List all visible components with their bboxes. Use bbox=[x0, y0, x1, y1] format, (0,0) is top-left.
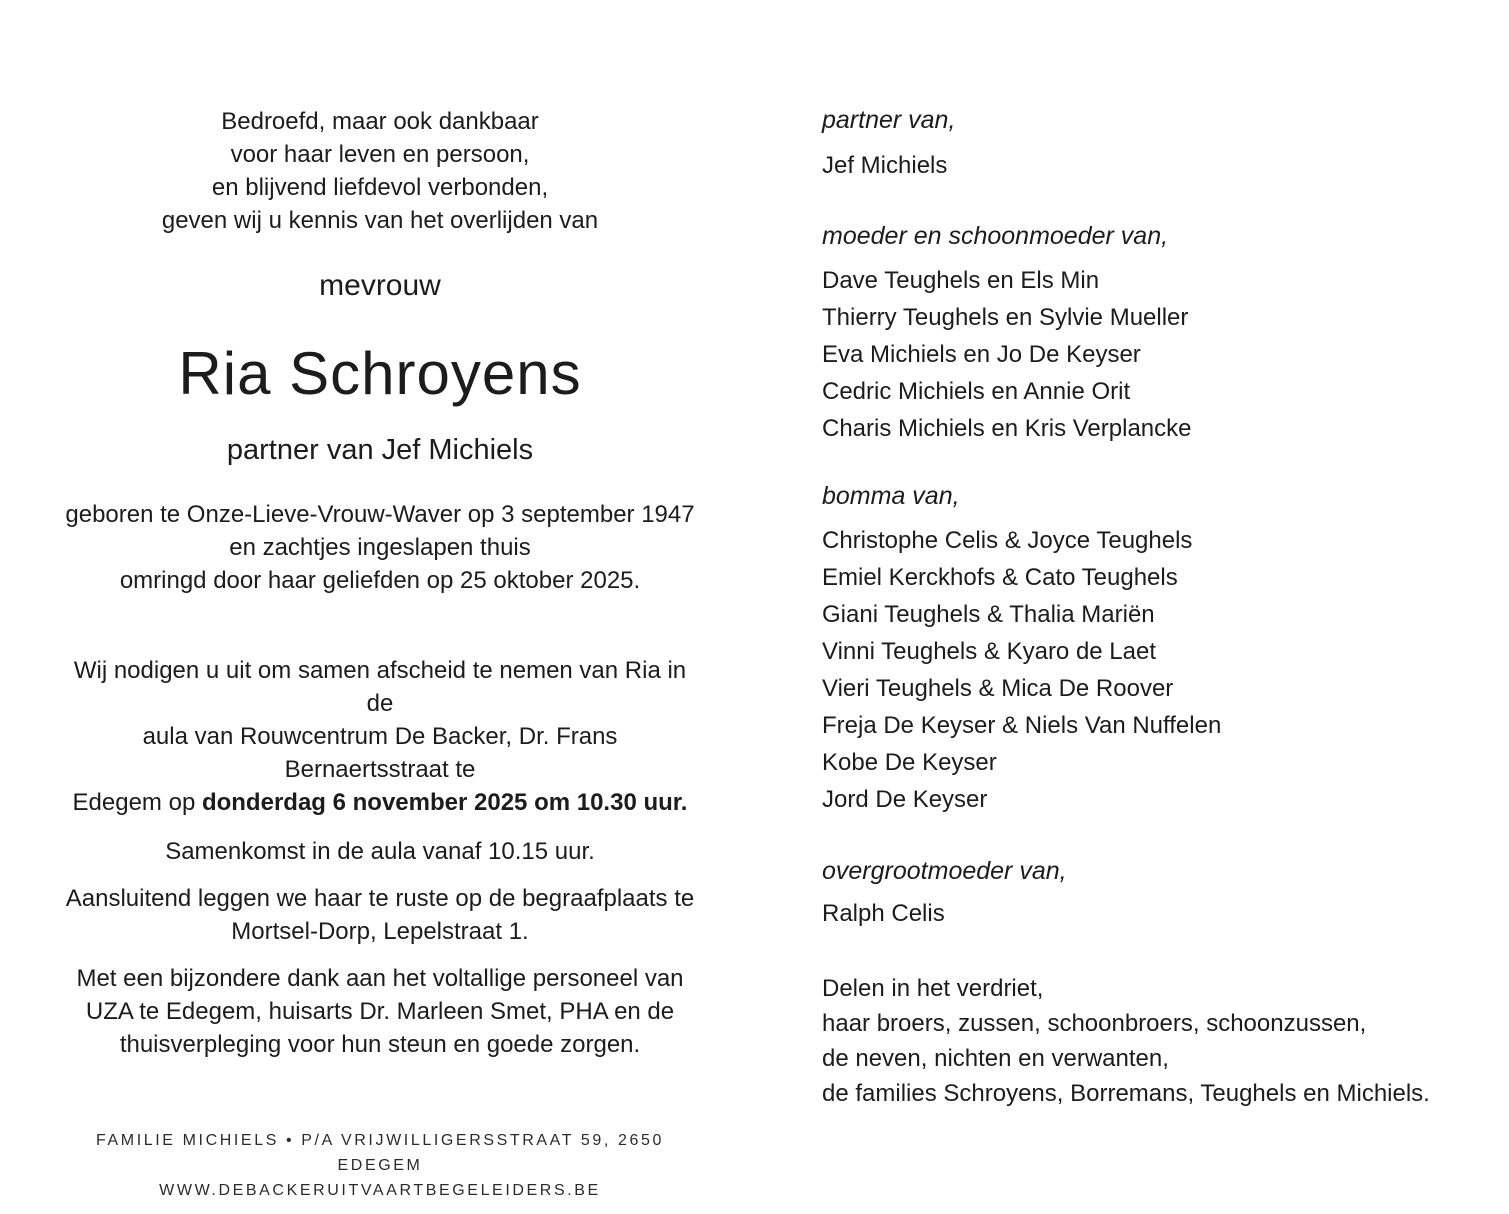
burial-info bbox=[60, 882, 700, 948]
announcement-column bbox=[60, 0, 700, 1203]
closing-line: haar broers, zussen, schoonbroers, schoonzussen, bbox=[822, 1010, 1367, 1037]
intro-line: Bedroefd, maar ook dankbaar bbox=[221, 108, 539, 135]
thanks-line: thuisverpleging voor hun steun en goede zorgen. bbox=[119, 1031, 641, 1058]
birth-line: en zachtjes ingeslapen thuis bbox=[229, 534, 531, 561]
children-list bbox=[822, 262, 1462, 447]
family-member: Christophe Celis & Joyce Teughels bbox=[822, 527, 1193, 554]
thanks-line: UZA te Edegem, huisarts Dr. Marleen Smet, PHA en de bbox=[85, 998, 675, 1025]
family-member: Jord De Keyser bbox=[822, 786, 988, 813]
closing-line: Delen in het verdriet, bbox=[822, 975, 1044, 1002]
birth-line: geboren te Onze-Lieve-Vrouw-Waver op 3 september 1947 bbox=[65, 501, 695, 528]
intro-line: geven wij u kennis van het overlijden van bbox=[161, 207, 599, 234]
intro-line: en blijvend liefdevol verbonden, bbox=[211, 174, 549, 201]
burial-line: Mortsel-Dorp, Lepelstraat 1. bbox=[231, 918, 529, 945]
grandchildren-list bbox=[822, 522, 1462, 818]
closing-line: de families Schroyens, Borremans, Teughels en Michiels. bbox=[822, 1080, 1430, 1107]
family-member: Charis Michiels en Kris Verplancke bbox=[822, 415, 1192, 442]
family-member: Giani Teughels & Thalia Mariën bbox=[822, 601, 1155, 628]
family-member: Dave Teughels en Els Min bbox=[822, 267, 1100, 294]
family-member: Kobe De Keyser bbox=[822, 749, 997, 776]
burial-line: Aansluitend leggen we haar te ruste op de begraafplaats te bbox=[65, 885, 695, 912]
family-member: Jef Michiels bbox=[822, 152, 948, 179]
family-member: Ralph Celis bbox=[822, 900, 945, 927]
birth-death-info bbox=[60, 498, 700, 597]
invitation-line: aula van Rouwcentrum De Backer, Dr. Frans Bernaertsstraat te bbox=[142, 723, 618, 783]
section-heading-bomma: bomma van, bbox=[822, 482, 960, 510]
salutation: mevrouw bbox=[319, 269, 441, 302]
invitation-date-prefix: Edegem op bbox=[72, 789, 202, 816]
deceased-name: Ria Schroyens bbox=[178, 340, 582, 407]
footer-website: WWW.DEBACKERUITVAARTBEGELEIDERS.BE bbox=[159, 1182, 601, 1199]
family-column bbox=[822, 0, 1462, 1111]
thanks-line: Met een bijzondere dank aan het voltallige personeel van bbox=[76, 965, 684, 992]
family-member: Eva Michiels en Jo De Keyser bbox=[822, 341, 1141, 368]
family-member: Vinni Teughels & Kyaro de Laet bbox=[822, 638, 1157, 665]
funeral-date-time: donderdag 6 november 2025 om 10.30 uur. bbox=[201, 789, 688, 816]
funeral-invitation bbox=[60, 654, 700, 819]
family-member: Emiel Kerckhofs & Cato Teughels bbox=[822, 564, 1178, 591]
birth-line: omringd door haar geliefden op 25 oktober 2025. bbox=[119, 567, 641, 594]
intro-line: voor haar leven en persoon, bbox=[230, 141, 530, 168]
intro-verse bbox=[60, 105, 700, 237]
section-heading-partner: partner van, bbox=[822, 106, 956, 134]
closing-line: de neven, nichten en verwanten, bbox=[822, 1045, 1169, 1072]
family-member: Vieri Teughels & Mica De Roover bbox=[822, 675, 1174, 702]
section-heading-moeder: moeder en schoonmoeder van, bbox=[822, 222, 1169, 250]
gathering-info: Samenkomst in de aula vanaf 10.15 uur. bbox=[165, 838, 595, 865]
family-member: Freja De Keyser & Niels Van Nuffelen bbox=[822, 712, 1222, 739]
family-address-footer bbox=[60, 1128, 700, 1203]
closing-relatives bbox=[822, 971, 1462, 1111]
family-member: Cedric Michiels en Annie Orit bbox=[822, 378, 1131, 405]
footer-address: FAMILIE MICHIELS • P/A VRIJWILLIGERSSTRAAT 59, 2650 EDEGEM bbox=[96, 1132, 664, 1174]
family-member: Thierry Teughels en Sylvie Mueller bbox=[822, 304, 1189, 331]
invitation-line: Wij nodigen u uit om samen afscheid te nemen van Ria in de bbox=[73, 657, 687, 717]
invitation-line bbox=[60, 786, 700, 819]
acknowledgements bbox=[60, 962, 700, 1061]
partner-subtitle: partner van Jef Michiels bbox=[226, 434, 534, 466]
section-heading-overgrootmoeder: overgrootmoeder van, bbox=[822, 857, 1067, 885]
